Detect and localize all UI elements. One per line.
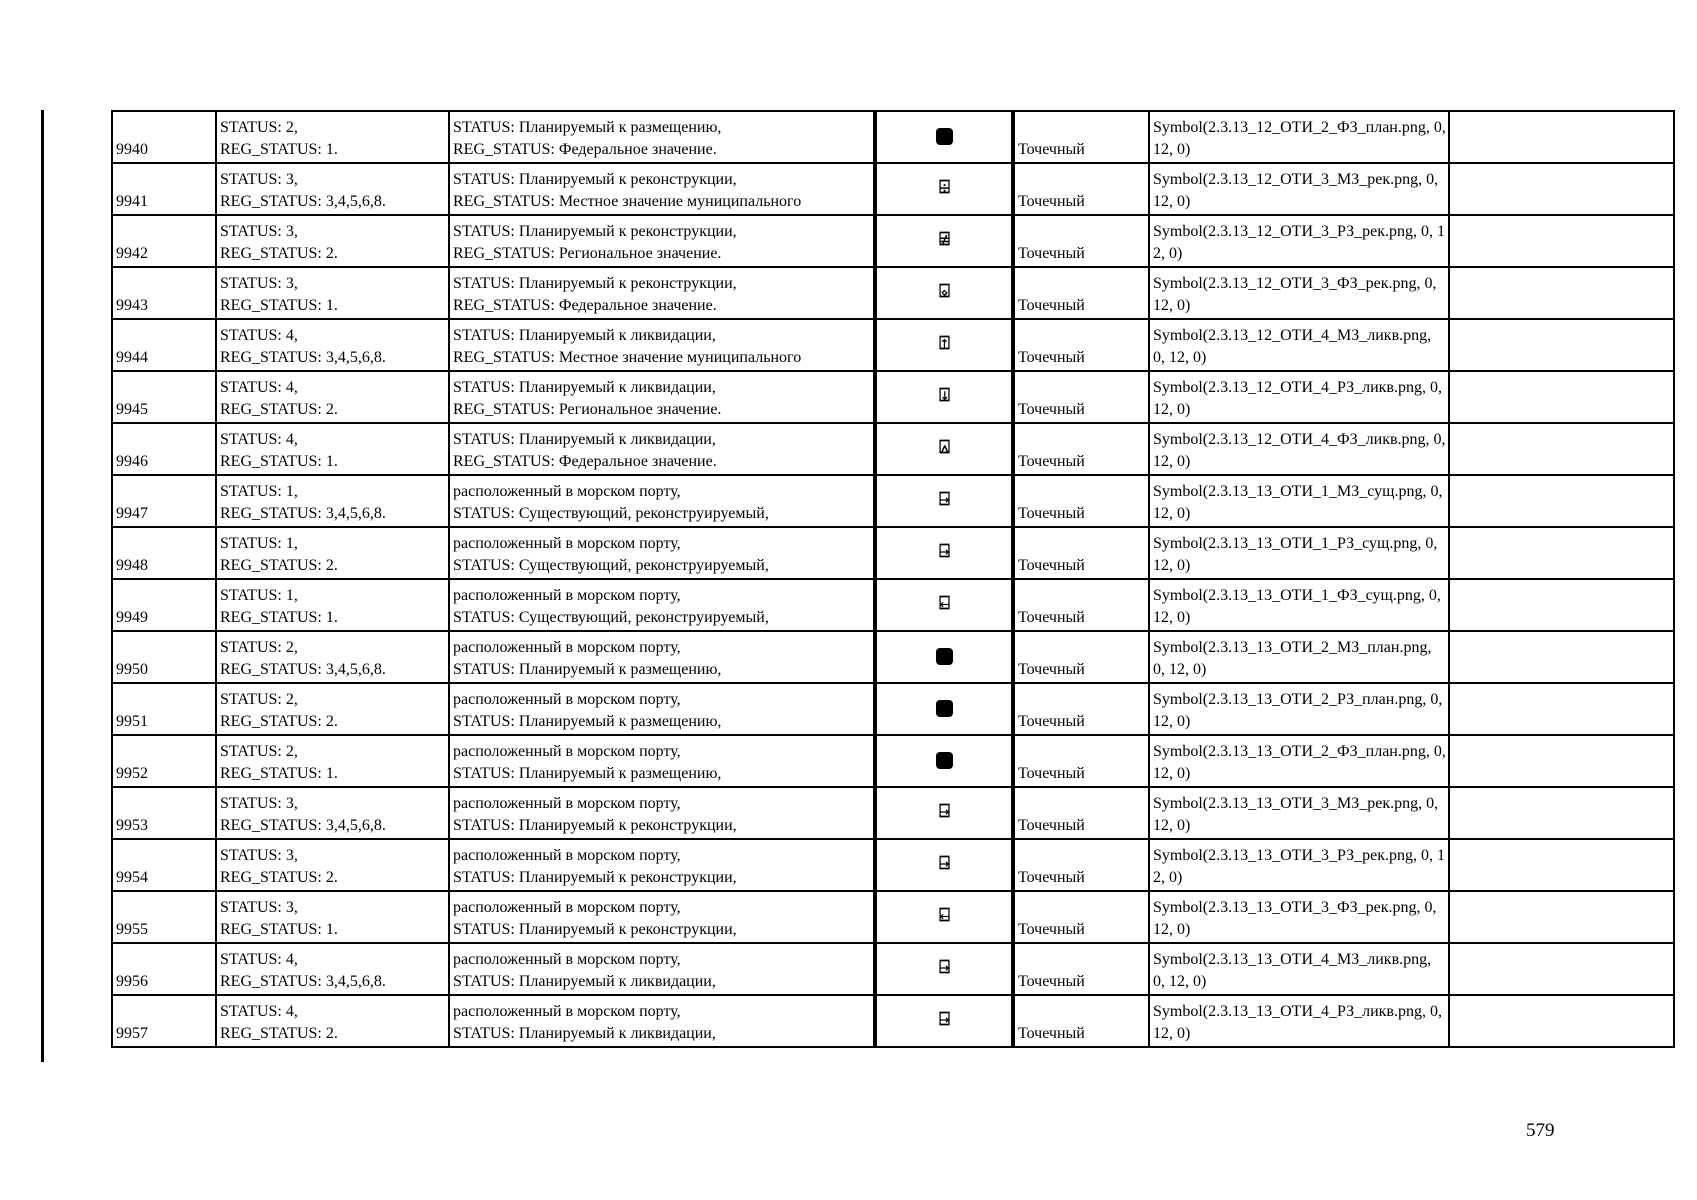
- description-cell: [449, 423, 875, 475]
- description-cell: [449, 631, 875, 683]
- row-id: 9943: [112, 267, 216, 319]
- extra-cell: [1449, 995, 1674, 1047]
- symbol-code: Symbol(2.3.13_13_ОТИ_1_РЗ_сущ.png, 0, 12, 0): [1149, 527, 1449, 579]
- reg-status-line: REG_STATUS: 1.: [220, 297, 338, 314]
- geometry-type: Точечный: [1013, 267, 1149, 319]
- symbol-cell: [875, 891, 1013, 943]
- symbol-cell: [875, 319, 1013, 371]
- description-cell: [449, 787, 875, 839]
- reg-status-line: REG_STATUS: 1.: [220, 453, 338, 470]
- status-line: STATUS: 1,: [220, 587, 298, 604]
- extra-cell: [1449, 423, 1674, 475]
- extra-cell: [1449, 371, 1674, 423]
- port-existing-regional-icon: ⍈: [939, 541, 950, 562]
- extra-cell: [1449, 683, 1674, 735]
- row-id: 9952: [112, 735, 216, 787]
- row-id: 9945: [112, 371, 216, 423]
- reg-status-line: REG_STATUS: 3,4,5,6,8.: [220, 505, 386, 522]
- description-line: расположенный в морском порту,: [453, 743, 681, 760]
- description-line: REG_STATUS: Местное значение муниципального: [453, 193, 802, 210]
- symbol-code: Symbol(2.3.13_13_ОТИ_1_МЗ_сущ.png, 0, 12, 0): [1149, 475, 1449, 527]
- description-cell: [449, 111, 875, 163]
- table-row: [112, 683, 1674, 735]
- row-id: 9946: [112, 423, 216, 475]
- reg-status-line: REG_STATUS: 3,4,5,6,8.: [220, 661, 386, 678]
- symbol-cell: [875, 111, 1013, 163]
- symbol-cell: [875, 787, 1013, 839]
- description-line: STATUS: Планируемый к ликвидации,: [453, 1025, 716, 1042]
- reconstruction-regional-icon: ⍯: [939, 229, 950, 250]
- table-row: [112, 163, 1674, 215]
- symbol-cell: [875, 475, 1013, 527]
- extra-cell: [1449, 267, 1674, 319]
- row-id: 9956: [112, 943, 216, 995]
- description-line: REG_STATUS: Федеральное значение.: [453, 141, 717, 158]
- status-cell: [216, 683, 449, 735]
- description-line: STATUS: Планируемый к реконструкции,: [453, 869, 737, 886]
- geometry-type: Точечный: [1013, 163, 1149, 215]
- status-cell: [216, 267, 449, 319]
- description-cell: [449, 891, 875, 943]
- description-line: расположенный в морском порту,: [453, 899, 681, 916]
- status-line: STATUS: 3,: [220, 899, 298, 916]
- table-row: [112, 631, 1674, 683]
- reg-status-line: REG_STATUS: 3,4,5,6,8.: [220, 349, 386, 366]
- description-line: расположенный в морском порту,: [453, 951, 681, 968]
- description-cell: [449, 319, 875, 371]
- description-line: STATUS: Планируемый к ликвидации,: [453, 431, 716, 448]
- extra-cell: [1449, 579, 1674, 631]
- liquidation-local-icon: ⍐: [939, 333, 950, 354]
- geometry-type: Точечный: [1013, 631, 1149, 683]
- symbol-cell: [875, 163, 1013, 215]
- status-cell: [216, 319, 449, 371]
- symbol-cell: [875, 631, 1013, 683]
- description-cell: [449, 579, 875, 631]
- row-id: 9940: [112, 111, 216, 163]
- status-line: STATUS: 2,: [220, 119, 298, 136]
- table-row: [112, 735, 1674, 787]
- port-liquidation-local-icon: ⍈: [939, 957, 950, 978]
- filled-square-icon: [936, 752, 953, 769]
- liquidation-federal-icon: ⍓: [939, 437, 950, 458]
- description-line: STATUS: Планируемый к ликвидации,: [453, 379, 716, 396]
- description-line: STATUS: Существующий, реконструируемый,: [453, 609, 769, 626]
- port-liquidation-regional-icon: ⍈: [939, 1009, 950, 1030]
- description-line: расположенный в морском порту,: [453, 535, 681, 552]
- symbol-code: Symbol(2.3.13_12_ОТИ_4_ФЗ_ликв.png, 0, 12, 0): [1149, 423, 1449, 475]
- symbol-cell: [875, 267, 1013, 319]
- row-id: 9953: [112, 787, 216, 839]
- description-cell: [449, 839, 875, 891]
- description-line: STATUS: Планируемый к реконструкции,: [453, 171, 737, 188]
- symbol-code: Symbol(2.3.13_13_ОТИ_2_ФЗ_план.png, 0, 12, 0): [1149, 735, 1449, 787]
- description-line: STATUS: Планируемый к реконструкции,: [453, 275, 737, 292]
- description-line: STATUS: Планируемый к размещению,: [453, 765, 722, 782]
- reg-status-line: REG_STATUS: 2.: [220, 245, 338, 262]
- description-cell: [449, 943, 875, 995]
- port-reconstruction-local-icon: ⍈: [939, 801, 950, 822]
- symbol-code: Symbol(2.3.13_13_ОТИ_4_МЗ_ликв.png, 0, 12, 0): [1149, 943, 1449, 995]
- symbol-code: Symbol(2.3.13_13_ОТИ_3_МЗ_рек.png, 0, 12, 0): [1149, 787, 1449, 839]
- description-line: REG_STATUS: Федеральное значение.: [453, 297, 717, 314]
- row-id: 9948: [112, 527, 216, 579]
- geometry-type: Точечный: [1013, 891, 1149, 943]
- status-line: STATUS: 3,: [220, 223, 298, 240]
- description-cell: [449, 163, 875, 215]
- geometry-type: Точечный: [1013, 319, 1149, 371]
- geometry-type: Точечный: [1013, 423, 1149, 475]
- geometry-type: Точечный: [1013, 527, 1149, 579]
- description-cell: [449, 267, 875, 319]
- row-id: 9957: [112, 995, 216, 1047]
- table-row: [112, 943, 1674, 995]
- table-row: [112, 579, 1674, 631]
- geometry-type: Точечный: [1013, 995, 1149, 1047]
- geometry-type: Точечный: [1013, 371, 1149, 423]
- description-line: расположенный в морском порту,: [453, 795, 681, 812]
- description-line: STATUS: Существующий, реконструируемый,: [453, 557, 769, 574]
- symbol-code: Symbol(2.3.13_12_ОТИ_4_РЗ_ликв.png, 0, 12, 0): [1149, 371, 1449, 423]
- status-cell: [216, 215, 449, 267]
- table-row: [112, 839, 1674, 891]
- status-cell: [216, 527, 449, 579]
- symbol-code: Symbol(2.3.13_13_ОТИ_3_РЗ_рек.png, 0, 12, 0): [1149, 839, 1449, 891]
- symbol-code: Symbol(2.3.13_12_ОТИ_3_ФЗ_рек.png, 0, 12, 0): [1149, 267, 1449, 319]
- symbol-cell: [875, 995, 1013, 1047]
- symbol-code: Symbol(2.3.13_13_ОТИ_4_РЗ_ликв.png, 0, 12, 0): [1149, 995, 1449, 1047]
- symbol-code: Symbol(2.3.13_12_ОТИ_2_ФЗ_план.png, 0, 12, 0): [1149, 111, 1449, 163]
- description-line: STATUS: Существующий, реконструируемый,: [453, 505, 769, 522]
- reg-status-line: REG_STATUS: 2.: [220, 713, 338, 730]
- table-row: [112, 371, 1674, 423]
- status-line: STATUS: 3,: [220, 795, 298, 812]
- description-cell: [449, 371, 875, 423]
- extra-cell: [1449, 839, 1674, 891]
- symbol-code: Symbol(2.3.13_13_ОТИ_1_ФЗ_сущ.png, 0, 12, 0): [1149, 579, 1449, 631]
- symbol-cell: [875, 683, 1013, 735]
- geometry-type: Точечный: [1013, 943, 1149, 995]
- status-line: STATUS: 4,: [220, 379, 298, 396]
- row-id: 9942: [112, 215, 216, 267]
- row-id: 9941: [112, 163, 216, 215]
- reg-status-line: REG_STATUS: 1.: [220, 921, 338, 938]
- status-cell: [216, 787, 449, 839]
- description-line: STATUS: Планируемый к ликвидации,: [453, 327, 716, 344]
- reg-status-line: REG_STATUS: 3,4,5,6,8.: [220, 193, 386, 210]
- status-cell: [216, 371, 449, 423]
- extra-cell: [1449, 319, 1674, 371]
- symbol-table-body: [112, 111, 1674, 1047]
- port-reconstruction-regional-icon: ⍈: [939, 853, 950, 874]
- status-cell: [216, 475, 449, 527]
- description-cell: [449, 683, 875, 735]
- status-line: STATUS: 2,: [220, 639, 298, 656]
- reg-status-line: REG_STATUS: 1.: [220, 765, 338, 782]
- reg-status-line: REG_STATUS: 3,4,5,6,8.: [220, 973, 386, 990]
- description-cell: [449, 995, 875, 1047]
- status-cell: [216, 579, 449, 631]
- symbol-code: Symbol(2.3.13_12_ОТИ_3_МЗ_рек.png, 0, 12, 0): [1149, 163, 1449, 215]
- symbol-code: Symbol(2.3.13_13_ОТИ_2_МЗ_план.png, 0, 12, 0): [1149, 631, 1449, 683]
- port-existing-local-icon: ⍈: [939, 489, 950, 510]
- row-id: 9951: [112, 683, 216, 735]
- liquidation-regional-icon: ⍗: [939, 385, 950, 406]
- extra-cell: [1449, 215, 1674, 267]
- status-cell: [216, 163, 449, 215]
- row-id: 9955: [112, 891, 216, 943]
- table-row: [112, 475, 1674, 527]
- description-cell: [449, 215, 875, 267]
- geometry-type: Точечный: [1013, 475, 1149, 527]
- symbol-cell: [875, 423, 1013, 475]
- status-line: STATUS: 2,: [220, 743, 298, 760]
- status-cell: [216, 995, 449, 1047]
- symbol-cell: [875, 579, 1013, 631]
- table-row: [112, 215, 1674, 267]
- geometry-type: Точечный: [1013, 735, 1149, 787]
- description-line: STATUS: Планируемый к размещению,: [453, 661, 722, 678]
- status-line: STATUS: 1,: [220, 483, 298, 500]
- description-line: REG_STATUS: Региональное значение.: [453, 245, 722, 262]
- status-line: STATUS: 3,: [220, 275, 298, 292]
- geometry-type: Точечный: [1013, 215, 1149, 267]
- reconstruction-federal-icon: ⌺: [939, 281, 950, 302]
- status-cell: [216, 735, 449, 787]
- description-line: STATUS: Планируемый к размещению,: [453, 119, 722, 136]
- description-line: расположенный в морском порту,: [453, 691, 681, 708]
- description-line: REG_STATUS: Местное значение муниципального: [453, 349, 802, 366]
- symbol-code: Symbol(2.3.13_12_ОТИ_4_МЗ_ликв.png, 0, 12, 0): [1149, 319, 1449, 371]
- description-line: REG_STATUS: Федеральное значение.: [453, 453, 717, 470]
- reg-status-line: REG_STATUS: 2.: [220, 557, 338, 574]
- reg-status-line: REG_STATUS: 1.: [220, 141, 338, 158]
- description-line: расположенный в морском порту,: [453, 1003, 681, 1020]
- description-line: STATUS: Планируемый к реконструкции,: [453, 921, 737, 938]
- description-line: STATUS: Планируемый к размещению,: [453, 713, 722, 730]
- port-existing-federal-icon: ⍇: [939, 593, 950, 614]
- reg-status-line: REG_STATUS: 1.: [220, 609, 338, 626]
- extra-cell: [1449, 735, 1674, 787]
- table-row: [112, 267, 1674, 319]
- description-line: расположенный в морском порту,: [453, 847, 681, 864]
- row-id: 9944: [112, 319, 216, 371]
- symbol-cell: [875, 943, 1013, 995]
- row-id: 9949: [112, 579, 216, 631]
- reg-status-line: REG_STATUS: 2.: [220, 869, 338, 886]
- reconstruction-local-icon: ⌹: [939, 177, 950, 198]
- row-id: 9950: [112, 631, 216, 683]
- table-row: [112, 111, 1674, 163]
- status-cell: [216, 423, 449, 475]
- filled-square-icon: [936, 700, 953, 717]
- status-cell: [216, 891, 449, 943]
- symbol-cell: [875, 735, 1013, 787]
- extra-cell: [1449, 163, 1674, 215]
- symbol-cell: [875, 527, 1013, 579]
- port-reconstruction-federal-icon: ⍇: [939, 905, 950, 926]
- geometry-type: Точечный: [1013, 787, 1149, 839]
- geometry-type: Точечный: [1013, 579, 1149, 631]
- geometry-type: Точечный: [1013, 683, 1149, 735]
- description-line: STATUS: Планируемый к реконструкции,: [453, 817, 737, 834]
- status-line: STATUS: 4,: [220, 951, 298, 968]
- table-row: [112, 527, 1674, 579]
- description-line: расположенный в морском порту,: [453, 483, 681, 500]
- status-line: STATUS: 3,: [220, 847, 298, 864]
- table-row: [112, 319, 1674, 371]
- description-line: STATUS: Планируемый к реконструкции,: [453, 223, 737, 240]
- status-line: STATUS: 4,: [220, 1003, 298, 1020]
- extra-cell: [1449, 943, 1674, 995]
- page-number: 579: [1526, 1120, 1555, 1141]
- symbol-code: Symbol(2.3.13_13_ОТИ_2_РЗ_план.png, 0, 12, 0): [1149, 683, 1449, 735]
- status-cell: [216, 943, 449, 995]
- table-row: [112, 995, 1674, 1047]
- reg-status-line: REG_STATUS: 2.: [220, 401, 338, 418]
- description-line: REG_STATUS: Региональное значение.: [453, 401, 722, 418]
- filled-square-icon: [936, 128, 953, 145]
- table-row: [112, 787, 1674, 839]
- description-cell: [449, 527, 875, 579]
- table-row: [112, 423, 1674, 475]
- row-id: 9947: [112, 475, 216, 527]
- row-id: 9954: [112, 839, 216, 891]
- status-line: STATUS: 4,: [220, 327, 298, 344]
- extra-cell: [1449, 527, 1674, 579]
- extra-cell: [1449, 891, 1674, 943]
- geometry-type: Точечный: [1013, 839, 1149, 891]
- extra-cell: [1449, 111, 1674, 163]
- description-line: расположенный в морском порту,: [453, 587, 681, 604]
- margin-rule: [41, 110, 44, 1062]
- description-cell: [449, 475, 875, 527]
- extra-cell: [1449, 475, 1674, 527]
- reg-status-line: REG_STATUS: 2.: [220, 1025, 338, 1042]
- description-cell: [449, 735, 875, 787]
- status-cell: [216, 111, 449, 163]
- status-cell: [216, 839, 449, 891]
- status-line: STATUS: 2,: [220, 691, 298, 708]
- reg-status-line: REG_STATUS: 3,4,5,6,8.: [220, 817, 386, 834]
- symbol-table: [111, 110, 1675, 1048]
- symbol-cell: [875, 371, 1013, 423]
- extra-cell: [1449, 787, 1674, 839]
- extra-cell: [1449, 631, 1674, 683]
- symbol-cell: [875, 839, 1013, 891]
- status-cell: [216, 631, 449, 683]
- filled-square-icon: [936, 648, 953, 665]
- status-line: STATUS: 4,: [220, 431, 298, 448]
- description-line: расположенный в морском порту,: [453, 639, 681, 656]
- description-line: STATUS: Планируемый к ликвидации,: [453, 973, 716, 990]
- table-row: [112, 891, 1674, 943]
- symbol-code: Symbol(2.3.13_13_ОТИ_3_ФЗ_рек.png, 0, 12, 0): [1149, 891, 1449, 943]
- symbol-code: Symbol(2.3.13_12_ОТИ_3_РЗ_рек.png, 0, 12, 0): [1149, 215, 1449, 267]
- status-line: STATUS: 1,: [220, 535, 298, 552]
- geometry-type: Точечный: [1013, 111, 1149, 163]
- status-line: STATUS: 3,: [220, 171, 298, 188]
- symbol-cell: [875, 215, 1013, 267]
